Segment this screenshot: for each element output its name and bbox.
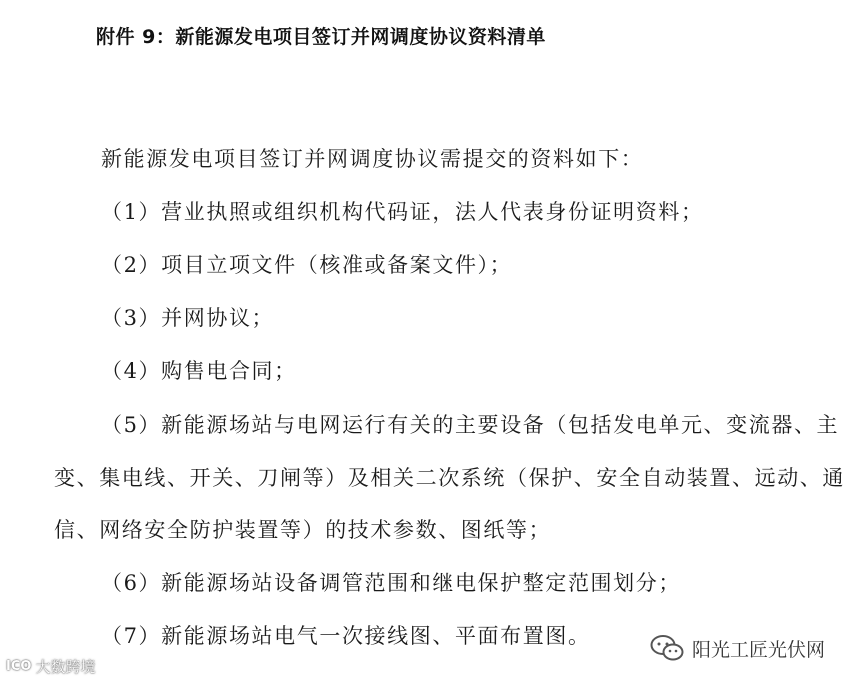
document-heading: 附件 9：新能源发电项目签订并网调度协议资料清单 [96,26,546,48]
list-item-5-line-2: 变、集电线、开关、刀闸等）及相关二次系统（保护、安全自动装置、远动、通 [54,466,845,490]
wechat-icon [650,634,684,662]
watermark-left-text: 大数跨境 [35,658,96,676]
list-item-2: （2）项目立项文件（核准或备案文件）； [101,253,513,277]
watermark-left [6,656,95,677]
list-item-1: （1）营业执照或组织机构代码证，法人代表身份证明资料； [101,200,704,224]
list-item-3: （3）并网协议； [101,306,275,330]
watermark-right-text: 阳光工匠光伏网 [692,638,826,661]
watermark-right [650,634,825,662]
list-item-5-line-3: 信、网络安全防护装置等）的技术参数、图纸等； [54,518,552,542]
watermark-logo-icon: ICO [6,659,32,674]
list-item-4: （4）购售电合同； [101,359,297,383]
intro-line: 新能源发电项目签订并网调度协议需提交的资料如下： [101,147,644,171]
list-item-7: （7）新能源场站电气一次接线图、平面布置图。 [101,624,591,648]
list-item-6: （6）新能源场站设备调管范围和继电保护整定范围划分； [101,571,681,595]
list-item-5-line-1: （5）新能源场站与电网运行有关的主要设备（包括发电单元、变流器、主 [101,413,840,437]
